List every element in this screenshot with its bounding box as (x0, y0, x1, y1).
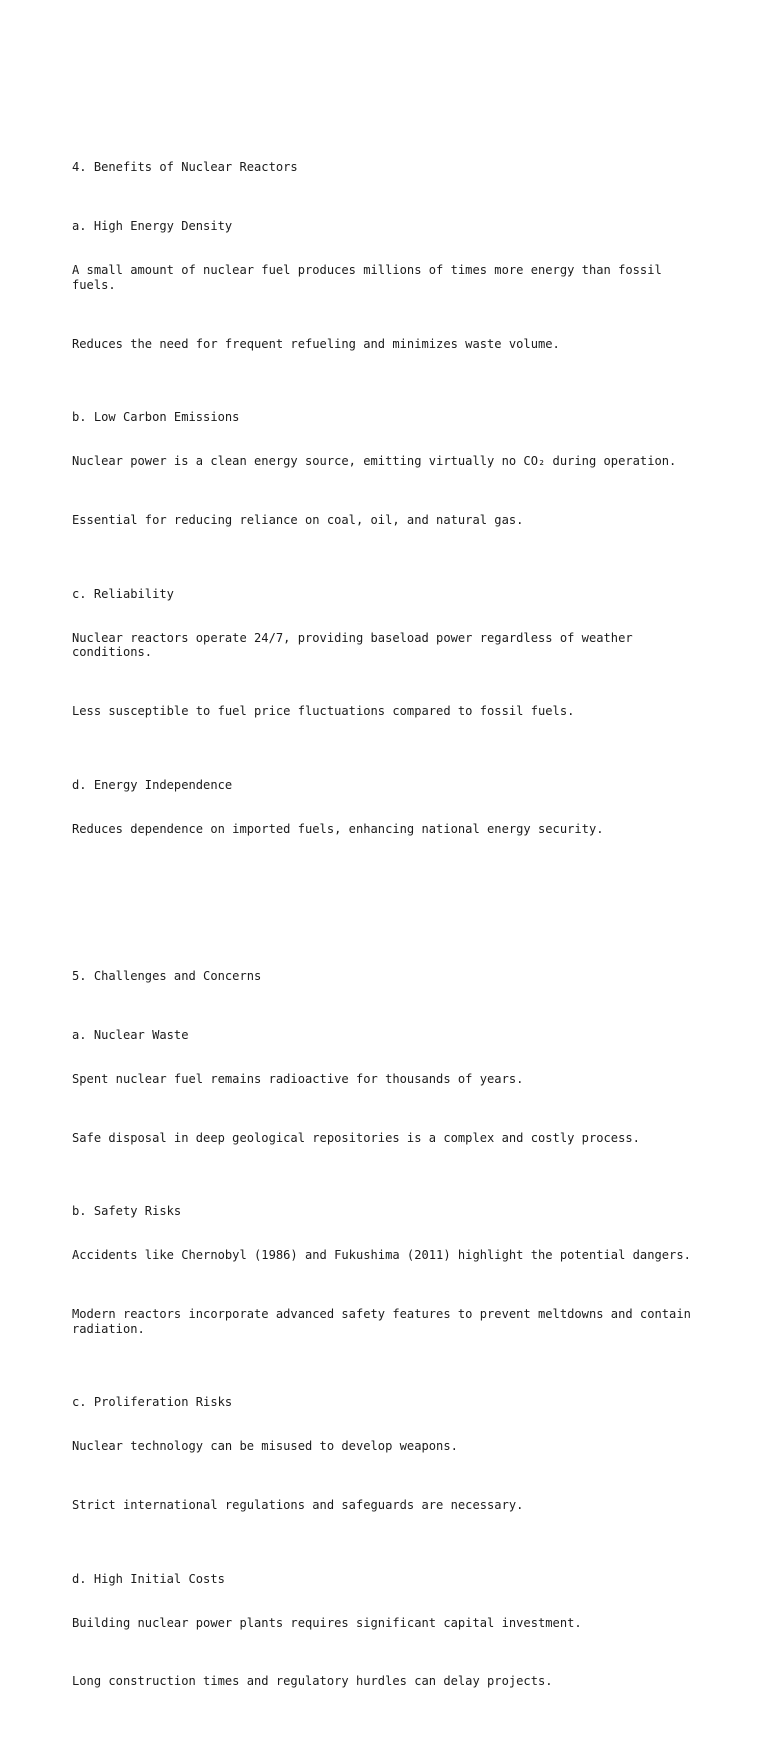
section-challenges (72, 939, 712, 1733)
subsection-heading: c. Proliferation Risks (72, 1395, 233, 1410)
subsection-heading: d. High Initial Costs (72, 1571, 225, 1586)
subsection-heading: d. Energy Independence (72, 777, 233, 792)
paragraph: Modern reactors incorporate advanced safety features to prevent meltdowns and contain radiation. (72, 1306, 699, 1336)
paragraph: Building nuclear power plants requires significant capital investment. (72, 1615, 582, 1630)
paragraph: Reduces dependence on imported fuels, enhancing national energy security. (72, 821, 604, 836)
paragraph: Less susceptible to fuel price fluctuations compared to fossil fuels. (72, 704, 575, 719)
subsection-heading: b. Safety Risks (72, 1204, 182, 1218)
paragraph: Nuclear technology can be misused to develop weapons. (72, 1439, 458, 1454)
subsection-heading: a. Nuclear Waste (72, 1027, 189, 1042)
subsection-heading: a. High Energy Density (72, 219, 233, 234)
paragraph: Essential for reducing reliance on coal, oil, and natural gas. (72, 513, 524, 528)
section-heading: 4. Benefits of Nuclear Reactors (72, 160, 298, 175)
subsection-heading: c. Reliability (72, 586, 174, 601)
paragraph: Accidents like Chernobyl (1986) and Fukushima (2011) highlight the potential dangers. (72, 1248, 691, 1263)
paragraph: A small amount of nuclear fuel produces millions of times more energy than fossil fuels. (72, 263, 670, 292)
paragraph: Nuclear reactors operate 24/7, providing baseload power regardless of weather conditions. (72, 630, 640, 660)
subsection-heading: b. Low Carbon Emissions (72, 410, 240, 425)
paragraph: Spent nuclear fuel remains radioactive for thousands of years. (72, 1071, 524, 1086)
paragraph: Nuclear power is a clean energy source, emitting virtually no CO₂ during operation. (72, 454, 677, 469)
paragraph: Safe disposal in deep geological repositories is a complex and costly process. (72, 1130, 640, 1145)
paragraph: Strict international regulations and safeguards are necessary. (72, 1498, 524, 1513)
document-body (72, 72, 712, 1763)
section-heading: 5. Challenges and Concerns (72, 968, 262, 983)
paragraph: Long construction times and regulatory hurdles can delay projects. (72, 1674, 553, 1689)
paragraph: Reduces the need for frequent refueling and minimizes waste volume. (72, 336, 560, 351)
section-benefits (72, 131, 712, 881)
